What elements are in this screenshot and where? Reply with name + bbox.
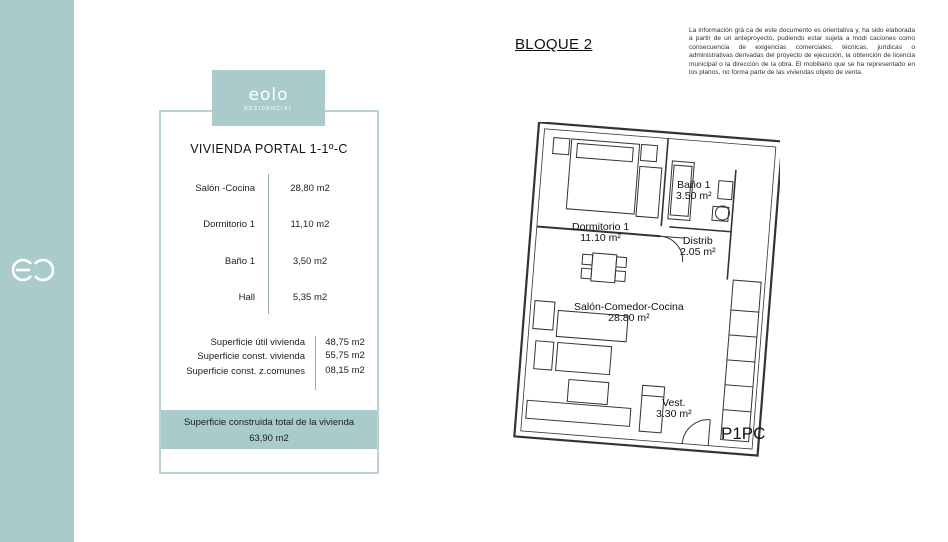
plan-room-area: 3.50 m² — [676, 190, 712, 202]
room-label: Hall — [238, 292, 255, 303]
plan-room-dormitorio — [572, 222, 629, 244]
plan-room-distrib — [680, 236, 716, 258]
summary-divider — [315, 336, 316, 390]
summary-label: Superficie útil vivienda — [210, 337, 305, 348]
plan-room-area: 11.10 m² — [580, 232, 621, 244]
summary-value: 48,75 m2 — [325, 337, 365, 348]
floor-plan — [480, 122, 780, 467]
plan-room-name: Dormitorio 1 — [572, 221, 630, 233]
plan-room-name: Salón-Comedor-Cocina — [574, 301, 684, 313]
plan-room-name: Vest. — [662, 397, 686, 409]
plan-room-vest — [656, 398, 692, 420]
brand-subtitle: RESIDENCIAL — [244, 105, 293, 112]
eo-logo-icon — [12, 256, 54, 284]
plan-room-area: 28.80 m² — [608, 312, 650, 324]
room-value: 5,35 m2 — [292, 292, 328, 303]
summary-label: Superficie const. z.comunes — [186, 366, 305, 377]
plan-room-area: 2.05 m² — [680, 246, 716, 258]
room-label: Baño 1 — [224, 256, 255, 267]
room-value: 28,80 m2 — [290, 183, 330, 194]
total-value: 63,90 m2 — [249, 433, 289, 444]
side-bar — [0, 0, 74, 542]
plan-room-area: 3.30 m² — [656, 408, 692, 420]
brand-logo — [212, 70, 325, 126]
bloque-title: BLOQUE 2 — [515, 36, 593, 53]
room-value: 11,10 m2 — [290, 219, 330, 230]
unit-title: VIVIENDA PORTAL 1-1º-C — [190, 142, 348, 156]
unit-code: P1PC — [721, 424, 766, 443]
room-value: 3,50 m2 — [292, 256, 328, 267]
summary-label: Superficie const. vivienda — [197, 351, 305, 362]
disclaimer-text: La información grá ca de este documento es orientativa y, ha sido elaborada a partir de un anteproyecto, pudiendo estar sujeta a modi caciones como consecuencia de exigencias comerciales, técnicas, jurídicas o administrativas derivadas del proyecto de ejecución, la obtención de licencia municipal o la dirección de la obra. El mobiliario que se ha representado en los planos, no forma parte de las viviendas objeto de venta. — [689, 27, 915, 77]
summary-value: 55,75 m2 — [325, 350, 365, 361]
total-box — [161, 410, 377, 449]
summary-value: 08,15 m2 — [325, 365, 365, 376]
plan-room-salon — [574, 302, 684, 324]
plan-room-name: Baño 1 — [677, 179, 711, 191]
total-label: Superficie construida total de la vivienda — [183, 417, 355, 428]
room-label: Salón -Cocina — [195, 183, 255, 194]
plan-room-bano — [676, 180, 712, 202]
rooms-divider — [268, 174, 269, 314]
plan-room-name: Distrib — [682, 235, 713, 247]
brand-name: eolo — [248, 84, 289, 105]
room-label: Dormitorio 1 — [203, 219, 255, 230]
